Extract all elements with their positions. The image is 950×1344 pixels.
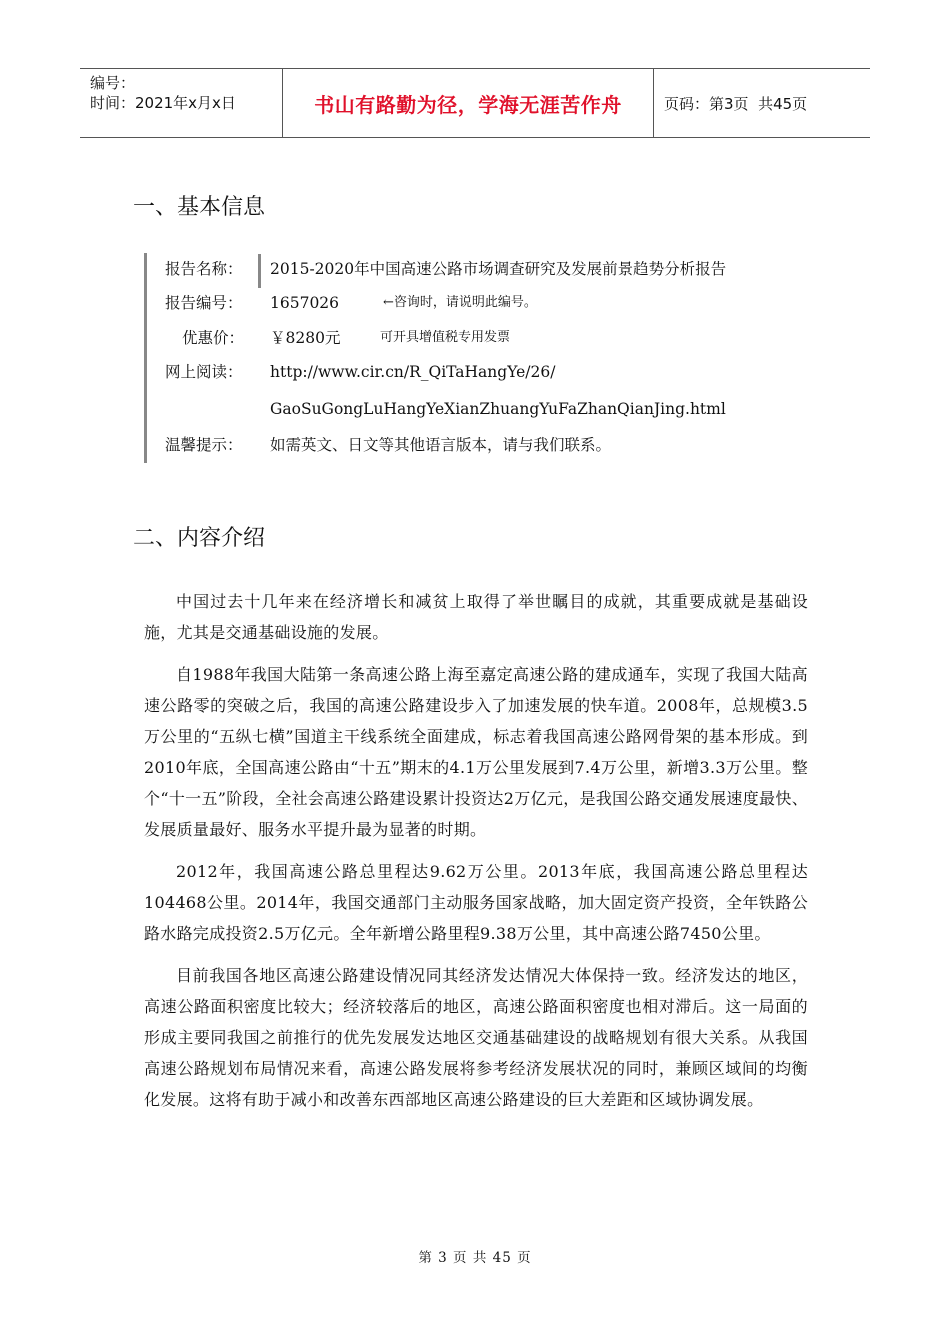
paragraph: 中国过去十几年来在经济增长和减贫上取得了举世瞩目的成就，其重要成就是基础设施，尤其是交通基础设施的发展。	[144, 592, 808, 642]
header-page-cell	[654, 69, 870, 137]
label-tip: 温馨提示：	[165, 436, 243, 454]
value-price: ￥8280元	[270, 329, 341, 347]
header-meta	[80, 69, 282, 137]
link-online-reading-1[interactable]: http://www.cir.cn/R_QiTaHangYe/26/	[270, 363, 556, 381]
note-invoice: 可开具增值税专用发票	[380, 330, 511, 345]
link-online-reading-2[interactable]: GaoSuGongLuHangYeXianZhuangYuFaZhanQianJing.html	[270, 400, 726, 418]
value-report-name: 2015-2020年中国高速公路市场调查研究及发展前景趋势分析报告	[270, 260, 727, 278]
label-online-reading: 网上阅读：	[165, 363, 243, 381]
page-info: 页码：第3页 共45页	[664, 94, 808, 113]
serial-label: 编号：	[90, 74, 136, 92]
label-report-name: 报告名称：	[165, 260, 243, 278]
section-title-content: 二、内容介绍	[133, 526, 266, 551]
motto: 书山有路勤为径，学海无涯苦作舟	[314, 92, 622, 117]
label-price: 优惠价：	[182, 329, 245, 347]
footer-page-number: 第 3 页 共 45 页	[418, 1250, 532, 1266]
note-report-number: ←咨询时，请说明此编号。	[383, 295, 537, 310]
value-report-number: 1657026	[270, 294, 340, 312]
label-report-number: 报告编号：	[165, 294, 243, 312]
value-tip: 如需英文、日文等其他语言版本，请与我们联系。	[270, 436, 612, 454]
paragraph: 自1988年我国大陆第一条高速公路上海至嘉定高速公路的建成通车，实现了我国大陆高速公路零的突破之后，我国的高速公路建设步入了加速发展的快车道。2008年，总规模3.5万公里的“五纵七横”国道主干线系统全面建成，标志着我国高速公路网骨架的基本形成。到2010年底，全国高速公路由“十五”期末的4.1万公里发展到7.4万公里，新增3.3万公里。整个“十一五”阶段，全社会高速公路建设累计投资达2万亿元，是我国公路交通发展速度最快、发展质量最好、服务水平提升最为显著的时期。	[144, 665, 808, 839]
paragraph: 2012年，我国高速公路总里程达9.62万公里。2013年底，我国高速公路总里程达104468公里。2014年，我国交通部门主动服务国家战略，加大固定资产投资，全年铁路公路水路完成投资2.5万亿元。全年新增公路里程9.38万公里，其中高速公路7450公里。	[144, 862, 808, 943]
date-line: 时间：2021年x月x日	[90, 94, 236, 112]
page-header	[80, 68, 870, 138]
content-body	[144, 586, 808, 1126]
section-title-basic-info: 一、基本信息	[133, 195, 266, 220]
paragraph: 目前我国各地区高速公路建设情况同其经济发达情况大体保持一致。经济发达的地区，高速公路面积密度比较大；经济较落后的地区，高速公路面积密度也相对滞后。这一局面的形成主要同我国之前推行的优先发展发达地区交通基础建设的战略规划有很大关系。从我国高速公路规划布局情况来看，高速公路发展将参考经济发展状况的同时，兼顾区域间的均衡化发展。这将有助于减小和改善东西部地区高速公路建设的巨大差距和区域协调发展。	[144, 966, 808, 1109]
info-title-bar	[258, 254, 261, 288]
header-motto-cell	[282, 69, 654, 137]
page-footer	[0, 1246, 950, 1266]
info-left-bar	[144, 253, 147, 463]
